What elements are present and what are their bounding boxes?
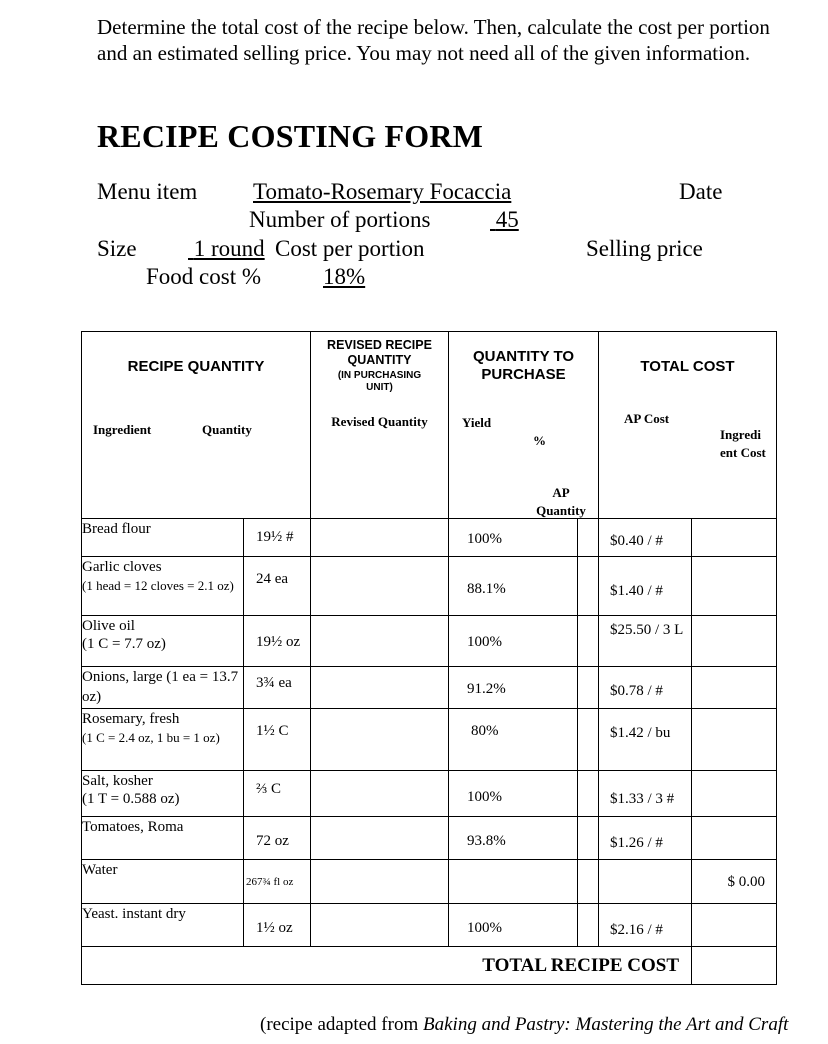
quantity-cell: 19½ # [244,519,311,557]
ingredient-cost-cell [692,519,777,557]
ingredient-name: Tomatoes, Roma [82,819,184,835]
table-header-row [82,332,777,519]
ingredient-cost-cell [692,616,777,667]
quantity-cell: 1½ C [244,709,311,771]
ingredient-cost-subheader: Ingredi ent Cost [720,427,766,460]
ingredient-cell [82,860,244,904]
size-value: 1 round [193,236,265,261]
table-row [82,817,777,860]
yield-cell [449,860,578,904]
total-cost-header: TOTAL COST AP Cost Ingredi ent Cost [599,332,777,519]
total-recipe-cost-label: TOTAL RECIPE COST [82,947,692,985]
total-recipe-cost-value [692,947,777,985]
ingredient-note: (1 T = 0.588 oz) [82,791,180,807]
yield-cell: 100% [449,616,578,667]
table-row [82,667,777,709]
total-row [82,947,777,985]
ap-quantity-cell [578,771,599,817]
ap-quantity-cell [578,709,599,771]
ingredient-cost-cell [692,667,777,709]
ingredient-note: (1 head = 12 cloves = 2.1 oz) [82,578,234,593]
ingredient-cell [82,616,244,667]
table-row [82,557,777,616]
ingredient-cell [82,817,244,860]
ingredient-note: (1 C = 7.7 oz) [82,636,166,652]
yield-cell: 100% [449,771,578,817]
ingredient-subheader: Ingredient [93,422,152,437]
ingredient-name: Rosemary, fresh [82,711,180,727]
ingredient-cost-cell [692,904,777,947]
table-row [82,771,777,817]
ingredient-cost-cell [692,817,777,860]
ap-cost-cell: $2.16 / # [599,904,692,947]
yield-subheader: Yield [462,415,492,430]
food-cost-value: 18% [323,264,366,289]
ingredient-name: Garlic cloves [82,559,162,575]
portions-label: Number of portions [249,207,431,232]
revised-quantity-cell [311,817,449,860]
ingredient-cell [82,904,244,947]
ingredient-cost-cell [692,709,777,771]
ap-quantity-cell [578,904,599,947]
ap-quantity-cell [578,817,599,860]
revised-quantity-header: REVISED RECIPE QUANTITY (IN PURCHASING UNIT) Revised Quantity [311,332,449,519]
revised-quantity-cell [311,771,449,817]
form-title: RECIPE COSTING FORM [97,118,484,154]
ap-quantity-cell [578,667,599,709]
revised-quantity-cell [311,709,449,771]
ingredient-cell [82,709,244,771]
revised-quantity-cell [311,616,449,667]
revised-quantity-cell [311,667,449,709]
quantity-cell: ⅔ C [244,771,311,817]
portions-value: 45 [495,207,519,232]
recipe-quantity-header: RECIPE QUANTITY Ingredient Quantity [82,332,311,519]
quantity-cell: 72 oz [244,817,311,860]
ap-cost-cell: $25.50 / 3 L [599,616,692,667]
yield-cell: 100% [449,519,578,557]
percent-subheader: % [533,433,546,448]
ingredient-cell [82,519,244,557]
quantity-cell: 24 ea [244,557,311,616]
ap-cost-cell [599,860,692,904]
table-row [82,616,777,667]
ap-quantity-cell [578,616,599,667]
yield-cell: 100% [449,904,578,947]
yield-cell: 91.2% [449,667,578,709]
ingredient-name: Salt, kosher [82,773,153,789]
ingredient-name: Olive oil [82,618,135,634]
quantity-cell: 267¾ fl oz [244,860,311,904]
table-row [82,904,777,947]
revised-quantity-cell [311,519,449,557]
ap-cost-cell: $0.78 / # [599,667,692,709]
menu-item-value: Tomato-Rosemary Focaccia [253,179,512,204]
ingredient-note: (1 C = 2.4 oz, 1 bu = 1 oz) [82,730,220,745]
selling-price-label: Selling price [586,236,703,261]
recipe-source-note: (recipe adapted from Baking and Pastry: Mastering the Art and Craft [260,1014,789,1035]
instructions-text: Determine the total cost of the recipe below. Then, calculate the cost per portion and an estimated selling price. You may not need all of the given information. [97,15,770,65]
menu-item-label: Menu item [97,179,198,204]
revised-quantity-cell [311,557,449,616]
cost-per-portion-label: Cost per portion [275,236,425,261]
ap-cost-cell: $0.40 / # [599,519,692,557]
yield-cell: 93.8% [449,817,578,860]
ap-cost-cell: $1.42 / bu [599,709,692,771]
ap-cost-cell: $1.40 / # [599,557,692,616]
ap-cost-cell: $1.33 / 3 # [599,771,692,817]
food-cost-label: Food cost % [146,264,261,289]
revised-quantity-cell [311,860,449,904]
date-label: Date [679,179,723,204]
ingredient-name: Bread flour [82,521,151,537]
ingredient-cell [82,667,244,709]
ingredient-cost-cell [692,771,777,817]
recipe-costing-table [81,331,777,985]
yield-cell: 88.1% [449,557,578,616]
table-row [82,519,777,557]
ap-quantity-subheader: AP Quantity [536,485,586,518]
table-row [82,860,777,904]
yield-cell: 80% [449,709,578,771]
ingredient-cost-cell [692,557,777,616]
ingredient-name: Yeast. instant dry [82,906,186,922]
quantity-to-purchase-header: QUANTITY TO PURCHASE Yield % AP Quantity [449,332,599,519]
revised-quantity-cell [311,904,449,947]
ap-cost-subheader: AP Cost [624,411,670,426]
ap-quantity-cell [578,519,599,557]
ingredient-name: Onions, large (1 ea = 13.7 oz) [82,669,239,705]
ingredient-cell [82,771,244,817]
table-row [82,709,777,771]
size-label: Size [97,236,137,261]
ap-quantity-cell [578,557,599,616]
revised-quantity-subheader: Revised Quantity [331,414,428,429]
quantity-subheader: Quantity [202,422,252,437]
quantity-cell: 19½ oz [244,616,311,667]
quantity-cell: 1½ oz [244,904,311,947]
ap-quantity-cell [578,860,599,904]
ingredient-name: Water [82,862,118,878]
ingredient-cost-cell: $ 0.00 [692,860,777,904]
ap-cost-cell: $1.26 / # [599,817,692,860]
quantity-cell: 3¾ ea [244,667,311,709]
ingredient-cell [82,557,244,616]
